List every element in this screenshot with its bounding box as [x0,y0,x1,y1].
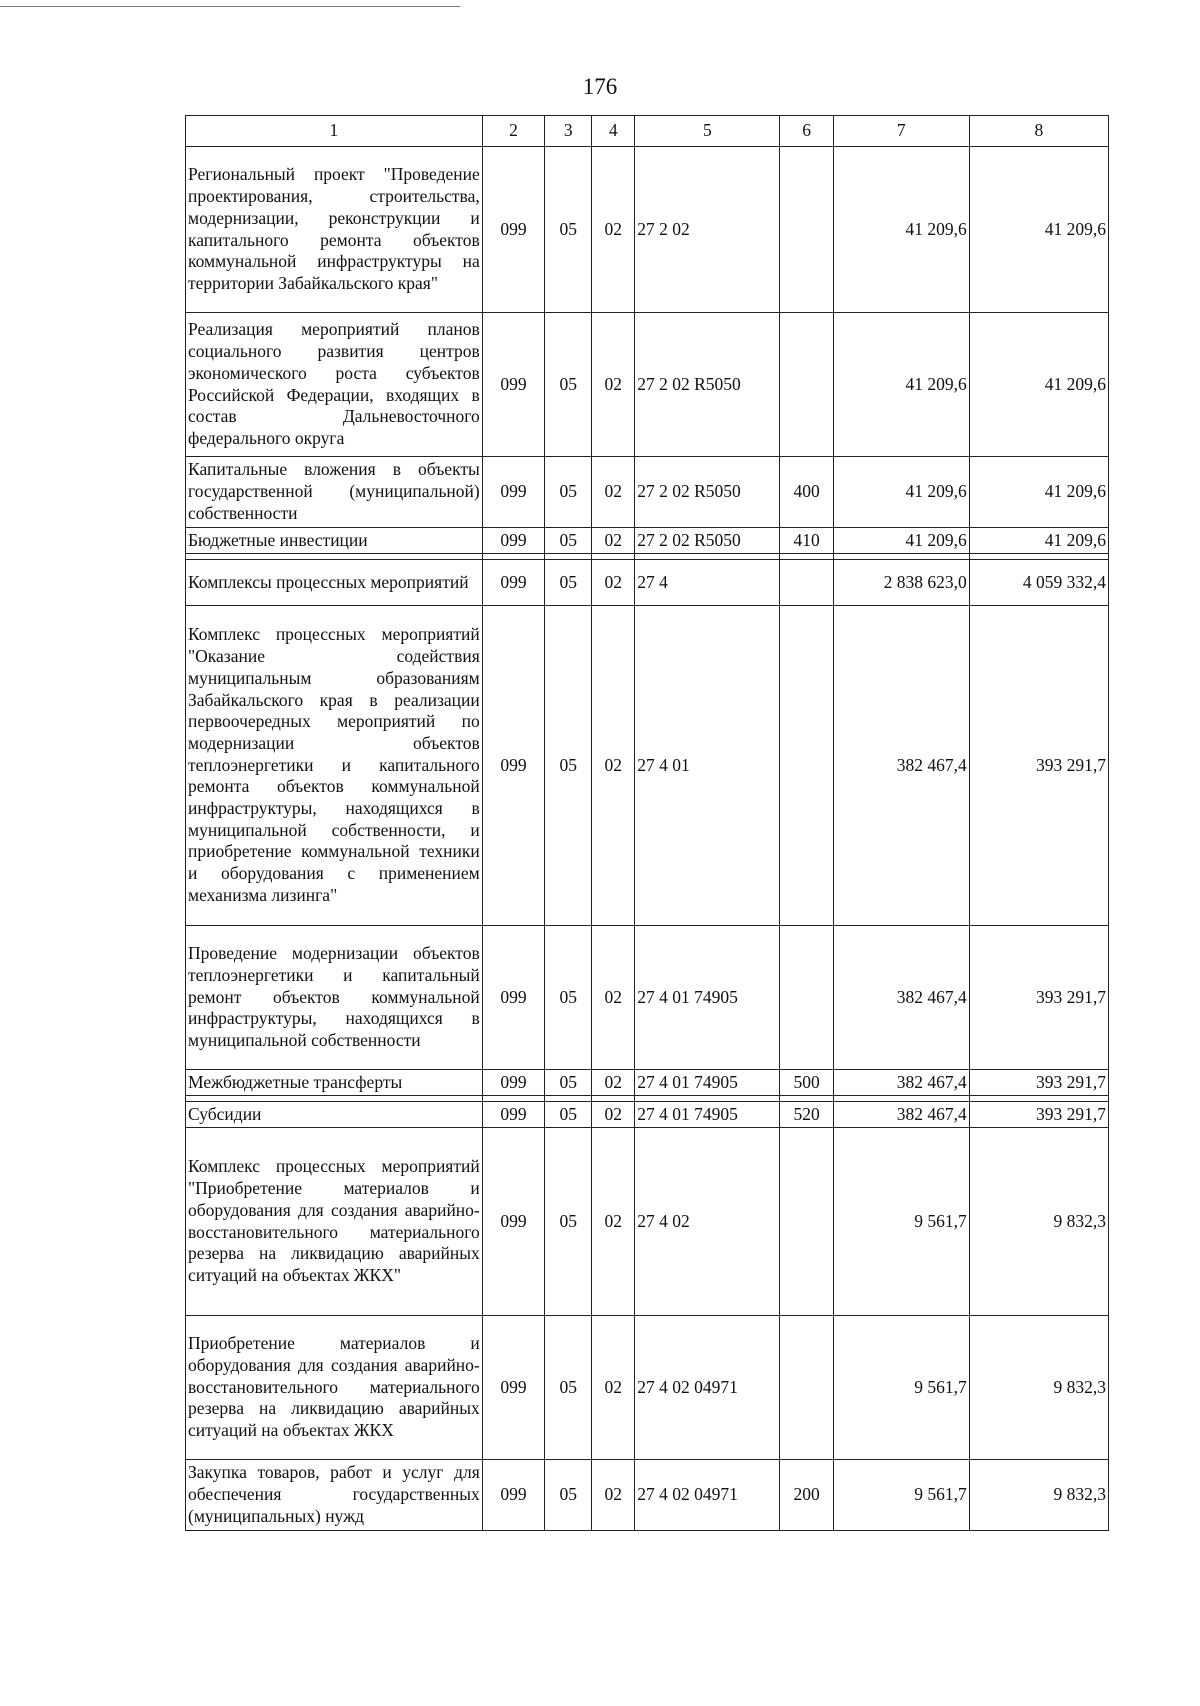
cell-amount-2: 41 209,6 [969,147,1108,313]
table-row [186,926,1109,1070]
cell-amount-1: 382 467,4 [833,926,969,1070]
cell-code: 099 [482,147,544,313]
cell-subsection: 02 [592,147,635,313]
cell-section: 05 [545,926,592,1070]
cell-section: 05 [545,606,592,926]
cell-section: 05 [545,1128,592,1316]
table-row [186,1128,1109,1316]
cell-expense-type [780,606,833,926]
cell-expense-type: 520 [780,1102,833,1128]
row-name: Комплекс процессных мероприятий "Оказание содействия муниципальным образованиям Забайкальского края в реализации первоочередных мероприятий по модернизации объектов теплоэнергетики и капитального ремонта объектов коммунальной инфраструктуры, находящихся в муниципальной собственности, и приобретение коммунальной техники и оборудования с применением механизма лизинга" [186,606,483,926]
cell-code: 099 [482,1460,544,1531]
cell-code: 099 [482,1070,544,1096]
column-header: 4 [592,116,635,147]
table-row [186,313,1109,457]
cell-subsection: 02 [592,313,635,457]
cell-section: 05 [545,1460,592,1531]
cell-expense-type [780,147,833,313]
row-name: Межбюджетные трансферты [186,1070,483,1096]
cell-section: 05 [545,313,592,457]
row-name: Бюджетные инвестиции [186,528,483,554]
cell-target-article: 27 2 02 R5050 [635,457,780,528]
table-row [186,457,1109,528]
cell-target-article: 27 4 02 [635,1128,780,1316]
column-header: 1 [186,116,483,147]
cell-subsection: 02 [592,1070,635,1096]
cell-section: 05 [545,457,592,528]
cell-expense-type [780,313,833,457]
row-name: Субсидии [186,1102,483,1128]
cell-section: 05 [545,1102,592,1128]
budget-table [185,115,1109,1531]
table-row [186,147,1109,313]
cell-section: 05 [545,147,592,313]
column-header: 6 [780,116,833,147]
row-name: Закупка товаров, работ и услуг для обеспечения государственных (муниципальных) нужд [186,1460,483,1531]
cell-section: 05 [545,1316,592,1460]
cell-expense-type [780,1316,833,1460]
cell-amount-1: 41 209,6 [833,528,969,554]
cell-subsection: 02 [592,1102,635,1128]
cell-amount-1: 382 467,4 [833,1102,969,1128]
cell-subsection: 02 [592,606,635,926]
cell-subsection: 02 [592,1316,635,1460]
cell-expense-type [780,926,833,1070]
cell-amount-2: 9 832,3 [969,1128,1108,1316]
cell-expense-type: 400 [780,457,833,528]
cell-code: 099 [482,1316,544,1460]
cell-target-article: 27 4 02 04971 [635,1316,780,1460]
cell-expense-type: 500 [780,1070,833,1096]
table-row [186,560,1109,606]
cell-amount-1: 9 561,7 [833,1316,969,1460]
cell-amount-1: 41 209,6 [833,313,969,457]
cell-code: 099 [482,528,544,554]
cell-section: 05 [545,528,592,554]
table-row [186,528,1109,554]
cell-subsection: 02 [592,1128,635,1316]
cell-target-article: 27 2 02 [635,147,780,313]
cell-code: 099 [482,606,544,926]
cell-code: 099 [482,1102,544,1128]
cell-amount-2: 393 291,7 [969,606,1108,926]
cell-section: 05 [545,560,592,606]
cell-amount-1: 382 467,4 [833,606,969,926]
column-header: 2 [482,116,544,147]
cell-target-article: 27 4 01 74905 [635,1070,780,1096]
cell-target-article: 27 4 [635,560,780,606]
cell-amount-2: 41 209,6 [969,528,1108,554]
scan-edge-line [0,6,460,7]
cell-code: 099 [482,457,544,528]
cell-subsection: 02 [592,560,635,606]
column-header: 3 [545,116,592,147]
cell-target-article: 27 4 02 04971 [635,1460,780,1531]
cell-amount-2: 393 291,7 [969,1070,1108,1096]
cell-amount-2: 9 832,3 [969,1316,1108,1460]
cell-section: 05 [545,1070,592,1096]
cell-expense-type [780,1128,833,1316]
cell-target-article: 27 2 02 R5050 [635,313,780,457]
cell-code: 099 [482,1128,544,1316]
cell-target-article: 27 2 02 R5050 [635,528,780,554]
table-row [186,1070,1109,1096]
cell-expense-type [780,560,833,606]
table-row [186,1460,1109,1531]
row-name: Проведение модернизации объектов теплоэнергетики и капитальный ремонт объектов коммунальной инфраструктуры, находящихся в муниципальной собственности [186,926,483,1070]
cell-amount-1: 9 561,7 [833,1460,969,1531]
cell-subsection: 02 [592,528,635,554]
cell-code: 099 [482,926,544,1070]
column-header: 5 [635,116,780,147]
cell-amount-2: 41 209,6 [969,457,1108,528]
cell-amount-1: 41 209,6 [833,457,969,528]
cell-subsection: 02 [592,457,635,528]
cell-subsection: 02 [592,926,635,1070]
table-row [186,1102,1109,1128]
cell-amount-1: 2 838 623,0 [833,560,969,606]
cell-expense-type: 410 [780,528,833,554]
cell-expense-type: 200 [780,1460,833,1531]
cell-code: 099 [482,560,544,606]
column-header: 8 [969,116,1108,147]
cell-target-article: 27 4 01 74905 [635,926,780,1070]
row-name: Приобретение материалов и оборудования для создания аварийно-восстановительного материального резерва на ликвидацию аварийных ситуаций на объектах ЖКХ [186,1316,483,1460]
column-header: 7 [833,116,969,147]
table-row [186,1316,1109,1460]
row-name: Региональный проект "Проведение проектирования, строительства, модернизации, реконструкции и капитального ремонта объектов коммунальной инфраструктуры на территории Забайкальского края" [186,147,483,313]
row-name: Реализация мероприятий планов социального развития центров экономического роста субъектов Российской Федерации, входящих в состав Дальневосточного федерального округа [186,313,483,457]
cell-amount-1: 41 209,6 [833,147,969,313]
row-name: Комплексы процессных мероприятий [186,560,483,606]
cell-target-article: 27 4 01 74905 [635,1102,780,1128]
cell-amount-2: 4 059 332,4 [969,560,1108,606]
cell-amount-2: 393 291,7 [969,1102,1108,1128]
table-row [186,606,1109,926]
row-name: Комплекс процессных мероприятий "Приобретение материалов и оборудования для создания аварийно-восстановительного материального резерва на ликвидацию аварийных ситуаций на объектах ЖКХ" [186,1128,483,1316]
cell-code: 099 [482,313,544,457]
cell-amount-2: 41 209,6 [969,313,1108,457]
header-row [186,116,1109,147]
cell-subsection: 02 [592,1460,635,1531]
cell-target-article: 27 4 01 [635,606,780,926]
cell-amount-1: 382 467,4 [833,1070,969,1096]
cell-amount-2: 9 832,3 [969,1460,1108,1531]
page-number: 176 [582,74,618,99]
row-name: Капитальные вложения в объекты государственной (муниципальной) собственности [186,457,483,528]
cell-amount-2: 393 291,7 [969,926,1108,1070]
cell-amount-1: 9 561,7 [833,1128,969,1316]
